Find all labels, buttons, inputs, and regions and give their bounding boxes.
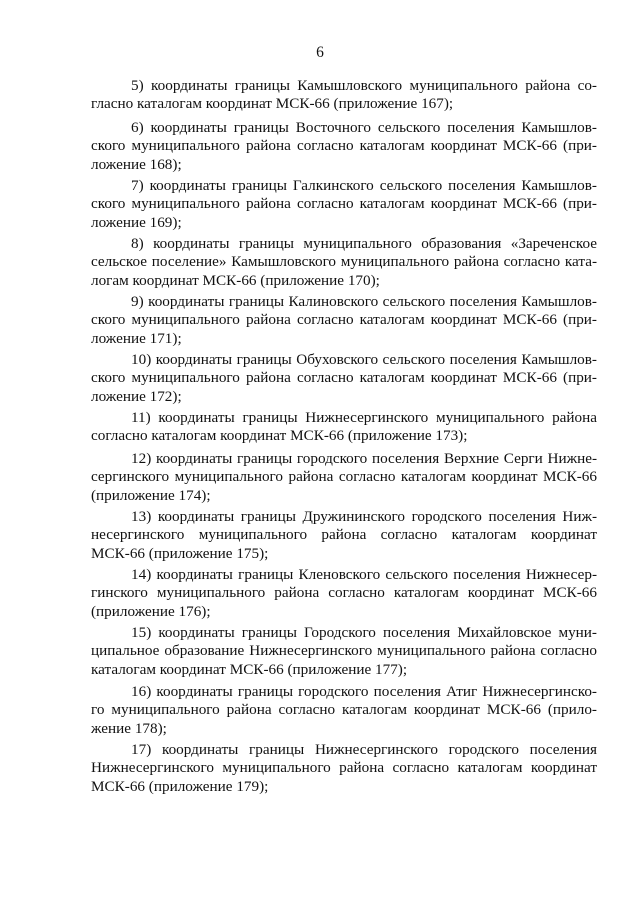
item-line: 11) координаты границы Нижнесергинского муниципального района (131, 409, 597, 426)
item-line: ципальное образование Нижнесергинского муниципального района согласно (91, 642, 597, 660)
item-line: 14) координаты границы Кленовского сельского поселения Нижнесер- (131, 566, 597, 583)
list-item (91, 293, 597, 348)
item-line: несергинского муниципального района согласно каталогам координат (91, 526, 597, 544)
item-line: МСК-66 (приложение 175); (91, 544, 269, 562)
item-line: жение 178); (91, 719, 167, 737)
item-line: согласно каталогам координат МСК-66 (приложение 173); (91, 427, 468, 445)
item-line: гласно каталогам координат МСК-66 (приложение 167); (91, 95, 454, 113)
item-line: каталогам координат МСК-66 (приложение 177); (91, 660, 408, 678)
item-line: Нижнесергинского муниципального района согласно каталогам координат (91, 759, 597, 777)
item-line: ложение 172); (91, 387, 182, 405)
item-line: 5) координаты границы Камышловского муниципального района со- (131, 77, 597, 94)
list-item (91, 508, 597, 563)
page-number: 6 (316, 44, 324, 61)
item-line: логам координат МСК-66 (приложение 170); (91, 271, 380, 289)
item-line: 8) координаты границы муниципального образования «Зареченское (131, 235, 597, 252)
item-line: ложение 168); (91, 155, 182, 173)
item-line: (приложение 176); (91, 602, 211, 620)
list-item (91, 450, 597, 505)
item-line: 15) координаты границы Городского поселения Михайловское муни- (131, 624, 597, 641)
item-line: сергинского муниципального района согласно каталогам координат МСК-66 (91, 468, 597, 486)
list-item (91, 683, 597, 738)
item-line: 17) координаты границы Нижнесергинского городского поселения (131, 741, 597, 758)
item-line: ложение 169); (91, 213, 182, 231)
list-item (91, 624, 597, 679)
list-item (91, 351, 597, 406)
item-line: сельское поселение» Камышловского муниципального района согласно ката- (91, 253, 597, 271)
item-line: 9) координаты границы Калиновского сельского поселения Камышлов- (131, 293, 597, 310)
item-line: ского муниципального района согласно каталогам координат МСК-66 (при- (91, 311, 597, 329)
item-line: 7) координаты границы Галкинского сельского поселения Камышлов- (131, 177, 597, 194)
item-line: гинского муниципального района согласно каталогам координат МСК-66 (91, 584, 597, 602)
item-line: 13) координаты границы Дружининского городского поселения Ниж- (131, 508, 597, 525)
list-item (91, 741, 597, 796)
list-item (91, 177, 597, 232)
list-item (91, 235, 597, 290)
item-line: 6) координаты границы Восточного сельского поселения Камышлов- (131, 119, 597, 136)
item-line: 16) координаты границы городского поселения Атиг Нижнесергинско- (131, 683, 597, 700)
item-line: ского муниципального района согласно каталогам координат МСК-66 (при- (91, 369, 597, 387)
item-line: ложение 171); (91, 329, 182, 347)
item-line: го муниципального района согласно каталогам координат МСК-66 (прило- (91, 701, 597, 719)
list-item (91, 566, 597, 621)
list-item (91, 77, 597, 114)
item-line: 10) координаты границы Обуховского сельского поселения Камышлов- (131, 351, 597, 368)
item-line: (приложение 174); (91, 486, 211, 504)
item-line: 12) координаты границы городского поселения Верхние Серги Нижне- (131, 450, 597, 467)
item-line: ского муниципального района согласно каталогам координат МСК-66 (при- (91, 195, 597, 213)
list-item (91, 409, 597, 446)
item-line: МСК-66 (приложение 179); (91, 777, 269, 795)
item-line: ского муниципального района согласно каталогам координат МСК-66 (при- (91, 137, 597, 155)
list-item (91, 119, 597, 174)
